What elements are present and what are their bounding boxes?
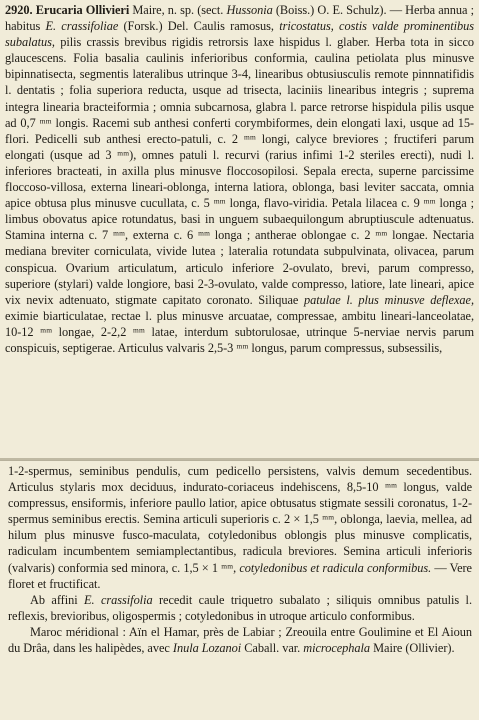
clipping-bottom bbox=[0, 461, 479, 720]
species-name: Erucaria Ollivieri bbox=[35, 3, 130, 17]
main-description-end: eximie biarticulatae, rectae l. plus minusve arcuatae, compressae, ambitu lineari-lanceolatae, 10-12 ᵐᵐ longae, 2-2,2 ᵐᵐ latae, interdum subtorulosae, utrinque 5-nerviae nervis parum conspicuis, septigerae. Articulus valvaris 2,5-3 ᵐᵐ longus, parum compressus, subsessilis, bbox=[5, 308, 474, 355]
associated-species: Inula Lozanoi bbox=[172, 641, 242, 656]
section-name: Hussonia bbox=[226, 3, 273, 17]
associated-authority: Caball. var. bbox=[244, 641, 301, 656]
description-text-top bbox=[5, 2, 474, 356]
locality-text: Maroc méridional : Aïn el Hamar, près de Labiar ; Zreouila entre Goulimine et El Aioun du Drâa, dans les halipèdes, avec bbox=[8, 624, 472, 656]
main-description: pilis crassis brevibus rigidis retrorsis laxe hispidus l. glaber. Herba tota in sicco glaucescens. Folia basalia caulinis inferioribus conformia, caulina petiolata plus minusve bipinnatisecta, segmentis lateralibus utrinque 3-4, linearibus obtusiusculis remote pinnnatifidis l. dentatis ; folia superiora reducta, usque ad trisecta, laciniis linearibus integris ; suprema integra linearia bracteiformia ; omnia subcarnosa, glabra l. parce retrorse hispidula pilis usque ad 0,7 ᵐᵐ longis. Racemi sub anthesi conferti corymbiformes, dein elongati laxi, usque ad 15-flori. Pedicelli sub anthesi erecto-patuli, c. 2 ᵐᵐ longi, calyce breviores ; fructiferi parum elongati (usque ad 3 ᵐᵐ), omnes patuli l. recurvi (rarius infimi 1-2 steriles erecti), nudi l. inferiores bracteati, in axilla plus minusve floccosopilosi. Sepala erecta, superne parcissime floccoso-villosa, externa lineari-oblonga, interna latiora, oblonga, basi leviter saccata, omnia apice obtusa plus minusve cucullata, c. 5 ᵐᵐ longa, flavo-viridia. Petala lilacea c. 9 ᵐᵐ longa ; limbus obovatus apice rotundatus, basi in unguem subaequilongum abruptiuscule adtenuatus. Stamina interna c. 7 ᵐᵐ, externa c. 6 ᵐᵐ longa ; antherae oblongae c. 2 ᵐᵐ longae. Nectaria mediana breviter corniculata, vivide lutea ; lateralia rotundata subpulvinata, olivacea, parum conspicua. Ovarium articulatum, articulo inferiore 2-ovulato, brevi, parum compresso, superiore (stylari) valde longiore, basi 2-3-ovulato, valde compresso, latiore, late lineari, apice vix nevix adtenuato, stigmate capitato coronato. Siliquae bbox=[5, 35, 474, 307]
paragraph-fruit bbox=[8, 463, 472, 592]
fruit-description: 1-2-spermus, seminibus pendulis, cum pedicello persistens, valvis demum secedentibus. Articulus stylaris mox deciduus, indurato-coriaceus indehiscens, 8,5-10 ᵐᵐ longus, valde compressus, ensiformis, inferiore paullo latior, apice obtusatus stigmate sessili coronatus, 1-2-spermus seminibus erectis. Semina articuli superioris c. 2 × 1,5 ᵐᵐ, oblonga, laevia, mellea, ad hilum plus minusve fusco-maculata, cotyledonibus oblongis plus minusve complicatis, radiculam incumbentem semiamplectantibus, radicula breviores. Semina articuli inferioris (valvaris) conformia sed minora, c. 1,5 × 1 ᵐᵐ, bbox=[8, 464, 472, 575]
affinity-start: Ab affini bbox=[30, 592, 78, 607]
comparison-authority: (Forsk.) Del. Caulis ramosus, bbox=[123, 19, 274, 34]
description-text-bottom bbox=[8, 463, 472, 656]
flowering-note: — Vere floret et fructificat. bbox=[8, 560, 472, 591]
affinity-species: E. crassifolia bbox=[84, 592, 153, 607]
cotyledon-note: cotyledonibus et radicula conformibus. bbox=[239, 560, 432, 575]
collector: Maire (Ollivier). bbox=[373, 641, 455, 656]
comparison-species: E. crassifoliae bbox=[45, 19, 119, 34]
species-authority: Maire, n. sp. (sect. bbox=[132, 3, 224, 17]
paragraph-main bbox=[5, 2, 474, 356]
section-authority: (Boiss.) O. E. Schulz). — Herba annua ; habitus bbox=[5, 3, 474, 34]
silique-description: patulae l. plus minusve deflexae, bbox=[304, 292, 474, 307]
variety-name: microcephala bbox=[303, 641, 371, 656]
entry-number: 2920. bbox=[5, 3, 33, 17]
paragraph-locality bbox=[8, 624, 472, 656]
affinity-text: recedit caule triquetro subalato ; siliquis omnibus patulis l. reflexis, brevioribus, oligospermis ; cotyledonibus in utroque articulo conformibus. bbox=[8, 592, 472, 623]
paragraph-affinity bbox=[8, 592, 472, 624]
stem-description: tricostatus, costis valde prominentibus subalatus, bbox=[5, 19, 474, 50]
